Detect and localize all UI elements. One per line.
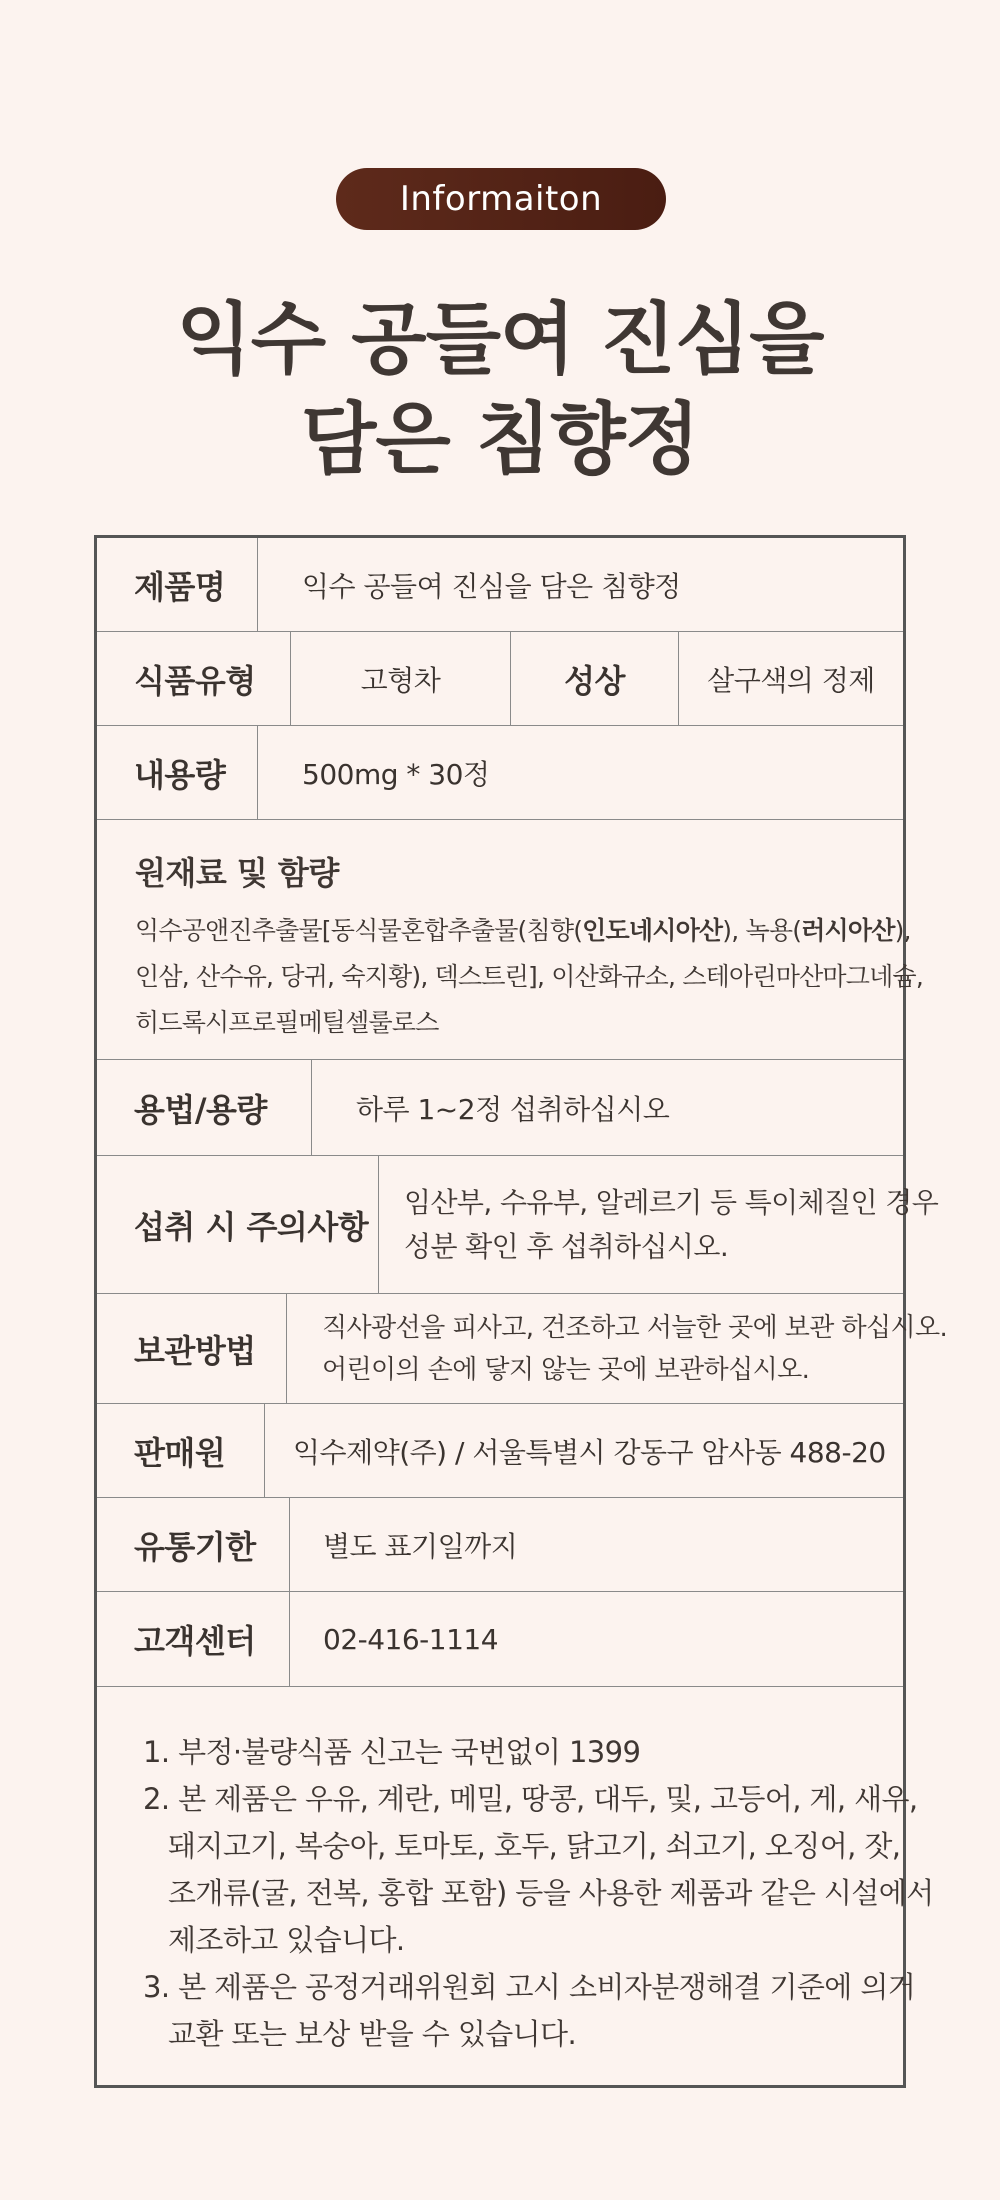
caution-line-1: 임산부, 수유부, 알레르기 등 특이체질인 경우 xyxy=(404,1185,939,1219)
property-label: 성상 xyxy=(510,632,678,725)
row-expiry xyxy=(97,1498,903,1592)
row-caution xyxy=(97,1156,939,1294)
ingredients-line-3: 히드록시프로필메틸셀룰로스 xyxy=(135,1008,439,1037)
expiry-label: 유통기한 xyxy=(134,1527,256,1566)
ingredients-text: ), 녹용( xyxy=(722,916,802,945)
row-notes xyxy=(97,1687,934,2085)
note-item: 조개류(굴, 전복, 홍합 포함) 등을 사용한 제품과 같은 시설에서 xyxy=(168,1876,934,1910)
row-storage xyxy=(97,1294,948,1404)
note-item: 2. 본 제품은 우유, 계란, 메밀, 땅콩, 대두, 및, 고등어, 게, 새우, xyxy=(143,1782,918,1816)
food-type-label: 식품유형 xyxy=(134,661,256,700)
note-item: 3. 본 제품은 공정거래위원회 고시 소비자분쟁해결 기준에 의거 xyxy=(143,1970,916,2004)
storage-line-1: 직사광선을 피사고, 건조하고 서늘한 곳에 보관 하십시오. xyxy=(322,1312,948,1343)
ingredients-text: 익수공앤진추출물[동식물혼합추출물(침향( xyxy=(135,916,583,945)
title-line-2: 담은 침향정 xyxy=(301,395,699,485)
ingredients-line-1 xyxy=(135,908,911,954)
ingredients-label: 원재료 및 함량 xyxy=(135,854,339,892)
row-food-type xyxy=(97,632,903,726)
caution-label: 섭취 시 주의사항 xyxy=(134,1207,369,1246)
ingredients-text: ), xyxy=(894,916,911,945)
title-line-1: 익수 공들여 진심을 xyxy=(176,295,824,385)
row-usage xyxy=(97,1060,903,1156)
information-badge: Informaiton xyxy=(336,168,666,230)
seller-value: 익수제약(주) / 서울특별시 강동구 암사동 488-20 xyxy=(264,1404,903,1497)
product-name-value: 익수 공들여 진심을 담은 침향정 xyxy=(257,538,903,631)
usage-label: 용법/용량 xyxy=(134,1090,267,1129)
note-item: 돼지고기, 복숭아, 토마토, 호두, 닭고기, 쇠고기, 오징어, 잣, xyxy=(168,1829,901,1863)
seller-label: 판매원 xyxy=(134,1433,226,1472)
customer-center-label: 고객센터 xyxy=(134,1622,256,1660)
property-value: 살구색의 정제 xyxy=(678,632,903,725)
page-title xyxy=(0,290,1000,490)
storage-line-2: 어린이의 손에 닿지 않는 곳에 보관하십시오. xyxy=(322,1354,810,1385)
ingredients-origin: 러시아산 xyxy=(801,916,895,945)
caution-line-2: 성분 확인 후 섭취하십시오. xyxy=(404,1229,729,1263)
row-product-name xyxy=(97,538,903,632)
expiry-value: 별도 표기일까지 xyxy=(289,1498,903,1591)
note-item: 1. 부정·불량식품 신고는 국번없이 1399 xyxy=(143,1735,641,1769)
product-name-label: 제품명 xyxy=(134,567,226,606)
note-item: 교환 또는 보상 받을 수 있습니다. xyxy=(168,2017,577,2051)
storage-value xyxy=(286,1294,948,1403)
row-capacity xyxy=(97,726,903,820)
ingredients-line-2: 인삼, 산수유, 당귀, 숙지황), 덱스트린], 이산화규소, 스테아린마산마그네슘, xyxy=(135,962,923,991)
ingredients-origin: 인도네시아산 xyxy=(582,916,723,945)
product-info-table xyxy=(94,535,948,2088)
capacity-value: 500mg * 30정 xyxy=(257,726,903,819)
row-seller xyxy=(97,1404,903,1498)
food-type-value: 고형차 xyxy=(290,632,510,725)
row-customer-center xyxy=(97,1592,903,1687)
usage-value: 하루 1~2정 섭취하십시오 xyxy=(311,1060,903,1155)
caution-value xyxy=(378,1156,939,1293)
customer-center-value: 02-416-1114 xyxy=(289,1592,903,1686)
row-ingredients xyxy=(97,820,923,1060)
note-item: 제조하고 있습니다. xyxy=(168,1923,405,1957)
capacity-label: 내용량 xyxy=(134,755,226,794)
storage-label: 보관방법 xyxy=(134,1331,256,1370)
